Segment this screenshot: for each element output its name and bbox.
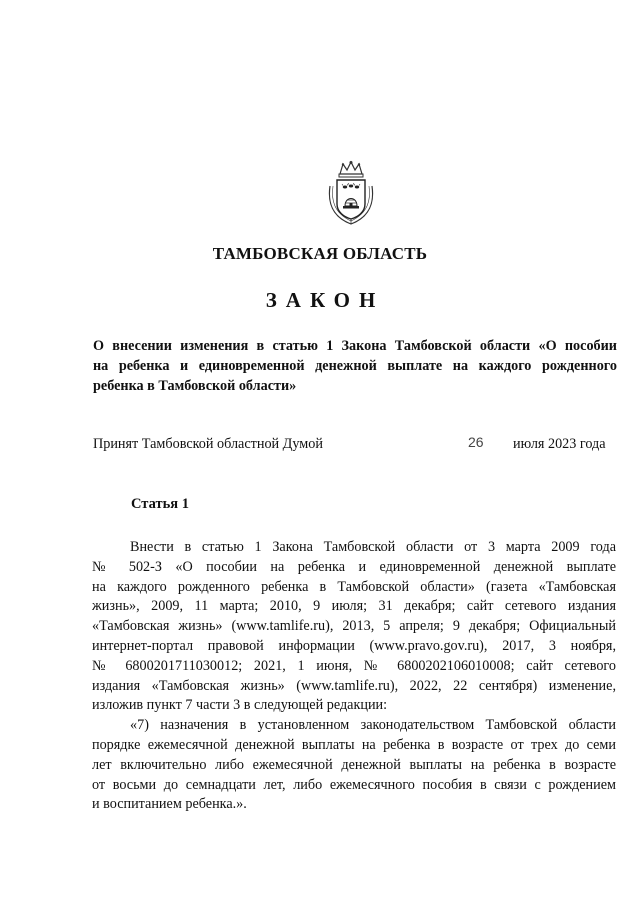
law-title-line: ребенка в Тамбовской области» — [93, 378, 297, 394]
body-line: Внести в статью 1 Закона Тамбовской области от 3 марта 2009 года — [130, 539, 616, 555]
law-title — [93, 336, 617, 396]
body-line: «7) назначения в установленном законодательством Тамбовской области — [130, 717, 616, 734]
body-line: № 502-З «О пособии на ребенка и единовременной денежной выплате — [92, 558, 616, 575]
body-line: «Тамбовская жизнь» (www.tamlife.ru), 2013, 5 апреля; 9 декабря; Официальный — [92, 618, 616, 635]
body-line: интернет-портал правовой информации (www.pravo.gov.ru), 2017, 3 ноября, — [92, 637, 616, 654]
region-heading: ТАМБОВСКАЯ ОБЛАСТЬ — [212, 244, 428, 263]
body-line: и воспитанием ребенка.». — [92, 796, 247, 813]
body-line: издания «Тамбовская жизнь» (www.tamlife.ru), 2022, 22 сентября) изменение, — [92, 677, 616, 694]
article-body — [92, 538, 616, 815]
body-line: от восьми до семнадцати лет, либо ежемесячного пособия в связи с рождением — [92, 776, 616, 793]
law-title-line: О внесении изменения в статью 1 Закона Тамбовской области «О пособии — [93, 338, 617, 354]
body-line: № 6800201711030012; 2021, 1 июня, № 6800202106010008; сайт сетевого — [92, 657, 616, 674]
accepted-date: июля 2023 года — [513, 436, 606, 452]
coat-of-arms-icon — [326, 160, 376, 226]
body-line: жизнь», 2009, 11 марта; 2010, 9 июля; 31 декабря; сайт сетевого издания — [92, 598, 616, 615]
law-title-line: на ребенка и единовременной денежной выплате на каждого рожденного — [93, 358, 617, 374]
article-heading: Статья 1 — [131, 496, 189, 512]
body-line: порядке ежемесячной денежной выплаты на ребенка в возрасте от трех до семи — [92, 736, 616, 753]
law-heading: ЗАКОН — [265, 288, 385, 312]
body-line: лет включительно либо ежемесячной денежной выплаты на ребенка в возрасте — [92, 756, 616, 773]
body-line: на каждого рожденного ребенка в Тамбовской области» (газета «Тамбовская — [92, 578, 616, 595]
accepted-by: Принят Тамбовской областной Думой — [93, 436, 323, 452]
body-line: изложив пункт 7 части 3 в следующей редакции: — [92, 697, 388, 714]
accepted-day: 26 — [468, 434, 484, 450]
